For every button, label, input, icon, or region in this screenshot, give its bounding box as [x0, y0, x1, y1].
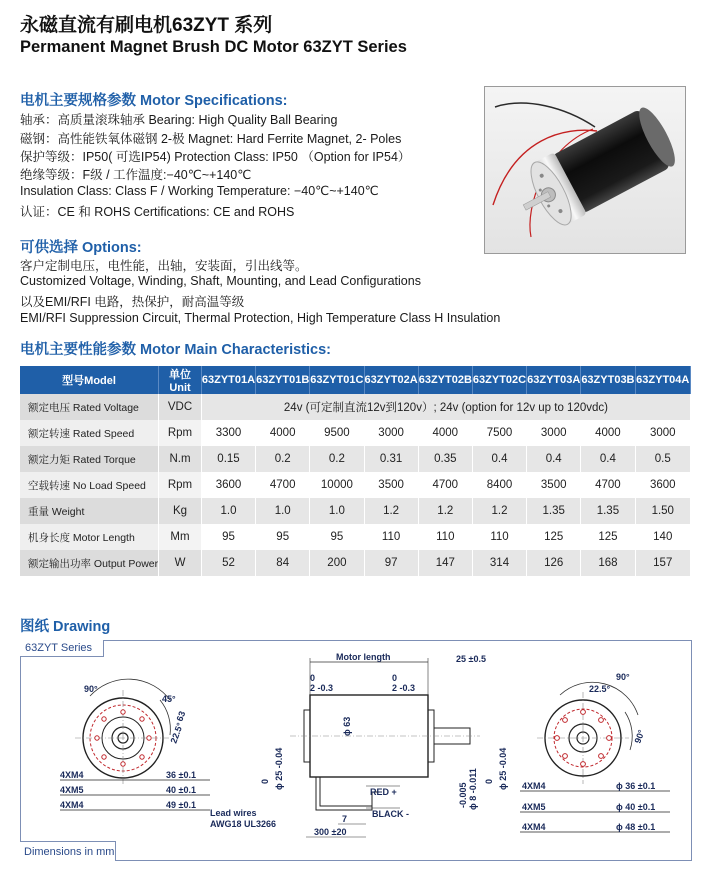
table-cell: 9500	[310, 420, 364, 446]
dia-label: ϕ 40 ±0.1	[616, 802, 656, 812]
table-cell: 95	[201, 524, 255, 550]
table-row	[20, 550, 691, 576]
tol-label: -0.005	[458, 782, 468, 808]
header-model-code: 63ZYT01A	[201, 366, 255, 394]
spec-line: 磁钢：高性能铁氧体磁钢 2-极 Magnet: Hard Ferrite Magnet, 2- Poles	[20, 132, 402, 146]
lead-wires-label: Lead wires	[210, 808, 257, 818]
tol-label: 0	[310, 673, 316, 683]
angle-label: 90°	[84, 684, 98, 694]
table-row	[20, 394, 691, 420]
header-unit: 单位Unit	[159, 366, 202, 394]
right-view	[520, 672, 670, 832]
table-cell: 1.2	[472, 498, 526, 524]
row-label: 空载转速 No Load Speed	[20, 472, 159, 498]
table-cell: 3600	[201, 472, 255, 498]
table-cell: 3300	[201, 420, 255, 446]
tol-label: 0	[260, 778, 270, 784]
header-model-code: 63ZYT04A	[635, 366, 690, 394]
table-cell: 110	[472, 524, 526, 550]
body-dia-label: ϕ 63	[342, 716, 352, 736]
table-cell: 4000	[256, 420, 310, 446]
page-title-en: Permanent Magnet Brush DC Motor 63ZYT Series	[20, 38, 407, 56]
spec-line: 绝缘等级：F级 / 工作温度:−40℃~+140℃	[20, 168, 252, 182]
row-unit: N.m	[159, 446, 202, 472]
thread-label: 4XM4	[522, 822, 546, 832]
row-label: 额定力矩 Rated Torque	[20, 446, 159, 472]
series-tab	[20, 640, 104, 657]
table-cell: 3000	[364, 420, 418, 446]
table-cell: 52	[201, 550, 255, 576]
table-cell: 1.35	[527, 498, 581, 524]
lead-length-label: 300 ±20	[314, 827, 347, 837]
table-cell: 1.0	[201, 498, 255, 524]
red-lead-label: RED +	[370, 787, 397, 797]
angle-label: 45°	[162, 694, 176, 704]
table-cell: 0.4	[581, 446, 635, 472]
row-unit: Kg	[159, 498, 202, 524]
row-label: 重量 Weight	[20, 498, 159, 524]
tol-label: 2 -0.3	[310, 683, 334, 693]
table-cell: 147	[418, 550, 472, 576]
table-cell: 140	[635, 524, 690, 550]
technical-drawing	[20, 640, 692, 861]
row-label: 机身长度 Motor Length	[20, 524, 159, 550]
dim-63-label: 63	[174, 709, 188, 723]
table-cell: 110	[364, 524, 418, 550]
header-model-code: 63ZYT03A	[527, 366, 581, 394]
row-unit: VDC	[159, 394, 202, 420]
table-cell: 84	[256, 550, 310, 576]
table-cell: 4700	[418, 472, 472, 498]
side-view	[210, 652, 508, 837]
option-line: 客户定制电压，电性能，出轴，安装面，引出线等。	[20, 259, 308, 273]
table-cell: 0.35	[418, 446, 472, 472]
table-row	[20, 472, 691, 498]
table-row	[20, 420, 691, 446]
row-unit: Rpm	[159, 472, 202, 498]
series-tab-label: 63ZYT Series	[25, 642, 93, 654]
table-cell: 3000	[527, 420, 581, 446]
table-cell: 4000	[418, 420, 472, 446]
table-cell: 4000	[581, 420, 635, 446]
shaft-dia-label: ϕ 8 -0.011	[468, 768, 478, 810]
table-cell: 1.2	[418, 498, 472, 524]
row-unit: W	[159, 550, 202, 576]
motor-photo-icon	[485, 87, 685, 253]
option-line: 以及EMI/RFI 电路，热保护，耐高温等级	[20, 295, 245, 309]
shaft-length-label: 25 ±0.5	[456, 654, 486, 664]
option-line: EMI/RFI Suppression Circuit, Thermal Protection, High Temperature Class H Insulation	[20, 311, 501, 325]
table-cell: 0.4	[472, 446, 526, 472]
awg-label: AWG18 UL3266	[210, 819, 277, 829]
row-label: 额定输出功率 Output Power	[20, 550, 159, 576]
table-cell: 0.2	[310, 446, 364, 472]
tol-label: 0	[392, 673, 398, 683]
header-model-code: 63ZYT02A	[364, 366, 418, 394]
page-title-cn: 永磁直流有刷电机63ZYT 系列	[20, 15, 273, 36]
specs-heading: 电机主要规格参数 Motor Specifications:	[20, 93, 288, 109]
table-cell: 1.2	[364, 498, 418, 524]
table-row	[20, 498, 691, 524]
table-cell: 3500	[527, 472, 581, 498]
table-cell: 1.50	[635, 498, 690, 524]
characteristics-heading: 电机主要性能参数 Motor Main Characteristics:	[20, 342, 331, 358]
dimensions-note	[20, 841, 116, 861]
header-model-code: 63ZYT01B	[256, 366, 310, 394]
table-cell: 0.5	[635, 446, 690, 472]
header-model-code: 63ZYT01C	[310, 366, 364, 394]
header-model-code: 63ZYT02C	[472, 366, 526, 394]
table-cell: 97	[364, 550, 418, 576]
angle-label: 22.5°	[589, 684, 611, 694]
dia-label: 49 ±0.1	[166, 800, 196, 810]
header-model: 型号Model	[20, 366, 159, 394]
table-cell: 7500	[472, 420, 526, 446]
thread-label: 4XM5	[522, 802, 546, 812]
table-cell: 125	[527, 524, 581, 550]
table-cell: 200	[310, 550, 364, 576]
row-unit: Mm	[159, 524, 202, 550]
black-lead-label: BLACK -	[372, 809, 409, 819]
table-row	[20, 446, 691, 472]
voltage-value: 24v (可定制直流12v到120v）; 24v (option for 12v up to 120vdc)	[201, 394, 690, 420]
dia-label: ϕ 36 ±0.1	[616, 781, 656, 791]
table-cell: 110	[418, 524, 472, 550]
tol-label: 0	[484, 778, 494, 784]
dia-label: 40 ±0.1	[166, 785, 196, 795]
spec-line: 保护等级：IP50( 可选IP54) Protection Class: IP50 （Option for IP54）	[20, 150, 411, 164]
thread-label: 4XM5	[60, 785, 84, 795]
motor-length-label: Motor length	[336, 652, 391, 662]
table-cell: 3600	[635, 472, 690, 498]
table-cell: 4700	[581, 472, 635, 498]
table-cell: 3000	[635, 420, 690, 446]
table-cell: 125	[581, 524, 635, 550]
angle-label: 90°	[632, 728, 647, 745]
table-cell: 10000	[310, 472, 364, 498]
table-cell: 95	[256, 524, 310, 550]
table-cell: 4700	[256, 472, 310, 498]
pilot-dia-label: ϕ 25 -0.04	[274, 747, 284, 790]
spec-line: 轴承：高质量滚珠轴承 Bearing: High Quality Ball Bearing	[20, 113, 338, 127]
table-cell: 168	[581, 550, 635, 576]
table-cell: 1.0	[256, 498, 310, 524]
table-header-row	[20, 366, 691, 394]
thread-label: 4XM4	[60, 800, 84, 810]
left-view	[60, 679, 210, 810]
dia-label: ϕ 48 ±0.1	[616, 822, 656, 832]
table-cell: 1.0	[310, 498, 364, 524]
table-cell: 0.31	[364, 446, 418, 472]
table-cell: 126	[527, 550, 581, 576]
dimensions-note-label: Dimensions in mm	[24, 846, 115, 858]
tol-label: 2 -0.3	[392, 683, 416, 693]
row-unit: Rpm	[159, 420, 202, 446]
table-cell: 314	[472, 550, 526, 576]
motor-photo	[484, 86, 686, 254]
table-cell: 0.2	[256, 446, 310, 472]
options-heading: 可供选择 Options:	[20, 240, 142, 256]
spec-line: Insulation Class: Class F / Working Temperature: −40℃~+140℃	[20, 184, 379, 198]
drawing-heading: 图纸 Drawing	[20, 619, 111, 635]
table-row	[20, 524, 691, 550]
pilot2-dia-label: ϕ 25 -0.04	[498, 747, 508, 790]
table-cell: 1.35	[581, 498, 635, 524]
table-cell: 95	[310, 524, 364, 550]
table-cell: 0.4	[527, 446, 581, 472]
dia-label: 36 ±0.1	[166, 770, 196, 780]
dim-7-label: 7	[342, 814, 348, 824]
header-model-code: 63ZYT02B	[418, 366, 472, 394]
characteristics-table	[20, 366, 691, 576]
option-line: Customized Voltage, Winding, Shaft, Mounting, and Lead Configurations	[20, 274, 421, 288]
table-cell: 0.15	[201, 446, 255, 472]
thread-label: 4XM4	[60, 770, 84, 780]
row-label: 额定转速 Rated Speed	[20, 420, 159, 446]
angle-label: 90°	[616, 672, 630, 682]
table-cell: 8400	[472, 472, 526, 498]
thread-label: 4XM4	[522, 781, 546, 791]
header-model-code: 63ZYT03B	[581, 366, 635, 394]
spec-line: 认证：CE 和 ROHS Certifications: CE and ROHS	[20, 205, 295, 219]
table-cell: 3500	[364, 472, 418, 498]
table-cell: 157	[635, 550, 690, 576]
angle-label: 22.5°	[168, 721, 186, 745]
row-label: 额定电压 Rated Voltage	[20, 394, 159, 420]
